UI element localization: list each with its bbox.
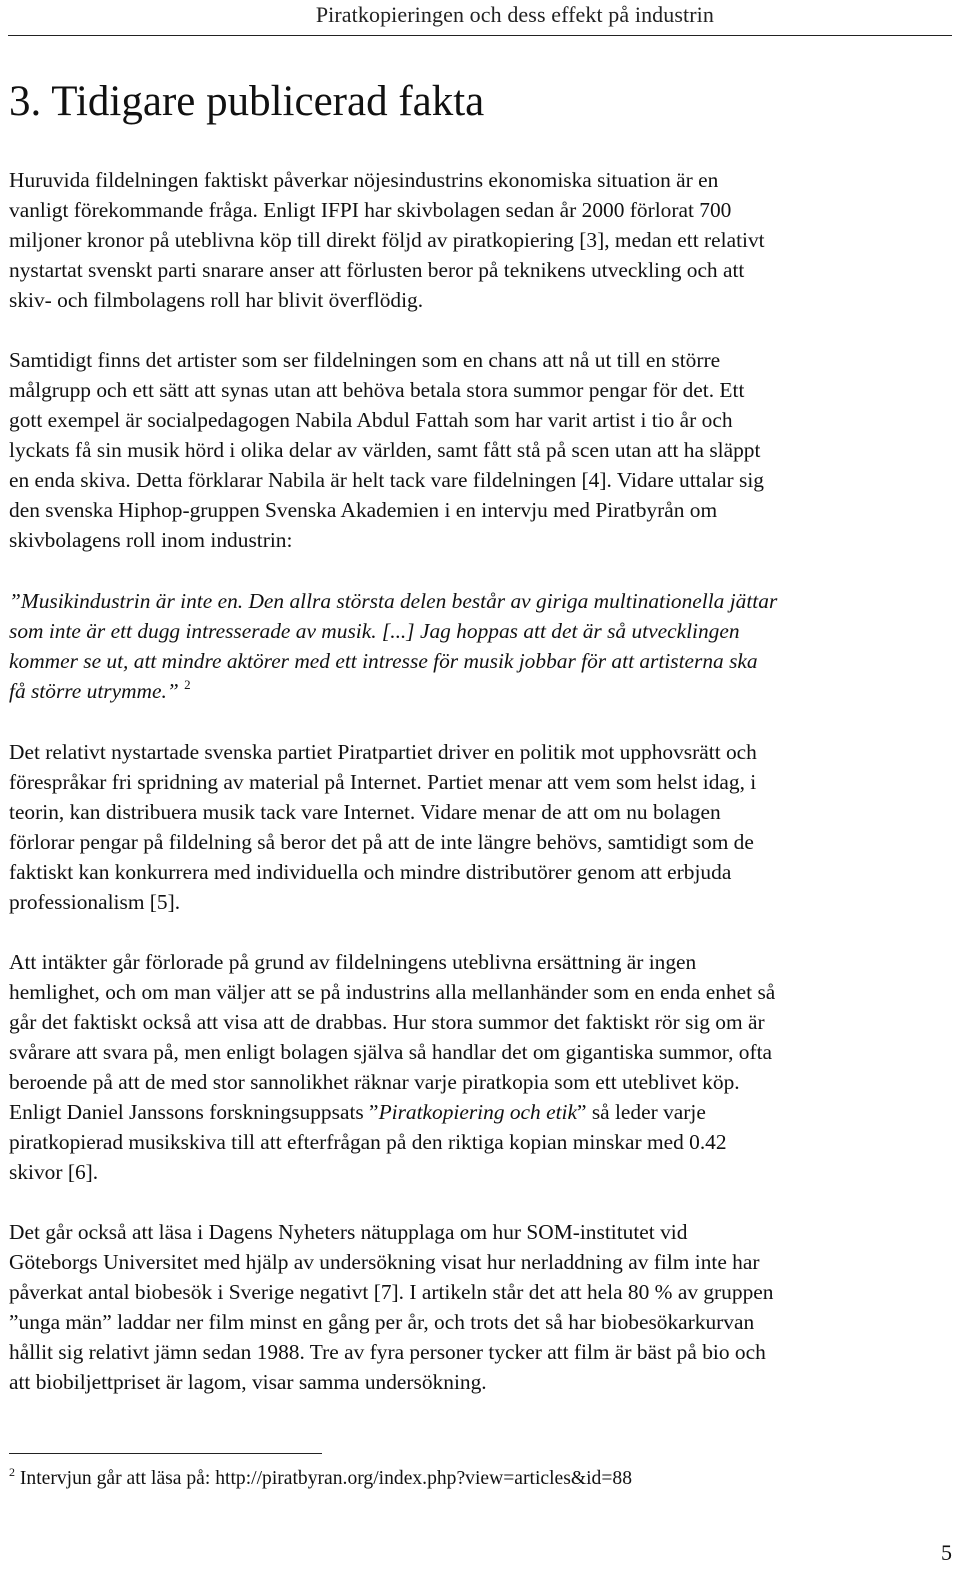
paragraph-line: en enda skiva. Detta förklarar Nabila är helt tack vare fildelningen [4]. Vidare uttalar sig	[9, 468, 764, 492]
paragraph-line: hemlighet, och om man väljer att se på industrins alla mellanhänder som en enda enhet så	[9, 980, 776, 1004]
paragraph-line: förlorar pengar på fildelning så beror det på att de inte längre behövs, samtidigt som de	[9, 830, 754, 854]
quote-line: ”Musikindustrin är inte en. Den allra största delen består av giriga multinationella jättar	[9, 589, 778, 613]
quote-line: som inte är ett dugg intresserade av musik. [...] Jag hoppas att det är så utvecklingen	[9, 619, 740, 643]
paragraph-line: faktiskt kan konkurrera med individuella och mindre distributörer genom att erbjuda	[9, 860, 732, 884]
paragraph-line: den svenska Hiphop-gruppen Svenska Akademien i en intervju med Piratbyrån om	[9, 498, 718, 522]
block-quote	[9, 586, 955, 706]
quote-line	[9, 676, 955, 706]
paragraph-line: vanligt förekommande fråga. Enligt IFPI har skivbolagen sedan år 2000 förlorat 700	[9, 198, 732, 222]
paragraph-2	[9, 345, 955, 555]
paragraph-line: att biobiljettpriset är lagom, visar samma undersökning.	[9, 1370, 487, 1394]
footnote-text: Intervjun går att läsa på: http://piratbyran.org/index.php?view=articles&id=88	[15, 1468, 633, 1489]
paragraph-line: hållit sig relativt jämn sedan 1988. Tre av fyra personer tycker att film är bäst på bio och	[9, 1340, 766, 1364]
quote-line-text: få större utrymme.”	[9, 679, 179, 703]
paragraph-line: piratkopierad musikskiva till att efterfrågan på den riktiga kopian minskar med 0.42	[9, 1130, 727, 1154]
footnote-number: 2	[9, 1465, 15, 1479]
paragraph-line: teorin, kan distribuera musik tack vare Internet. Vidare menar de att om nu bolagen	[9, 800, 721, 824]
paragraph-line: ”unga män” laddar ner film minst en gång per år, och trots det så har biobesökarkurvan	[9, 1310, 755, 1334]
quote-line: kommer se ut, att mindre aktörer med ett intresse för musik jobbar för att artisterna ska	[9, 649, 758, 673]
footnote-rule	[9, 1453, 322, 1454]
paragraph-line: beroende på att de med stor sannolikhet räknar varje piratkopia som ett uteblivet köp.	[9, 1070, 740, 1094]
paragraph-4	[9, 947, 955, 1187]
paragraph-line: lyckats få sin musik hörd i olika delar av världen, samt fått stå på scen utan att ha släppt	[9, 438, 761, 462]
paragraph-line: gott exempel är socialpedagogen Nabila Abdul Fattah som har varit artist i tio år och	[9, 408, 733, 432]
paragraph-line: går det faktiskt också att visa att de drabbas. Hur stora summor det faktiskt rör sig om är	[9, 1010, 765, 1034]
paragraph-line: svårare att svara på, men enligt bolagen själva så handlar det om gigantiska summor, ofta	[9, 1040, 773, 1064]
paragraph-line: Göteborgs Universitet med hjälp av undersökning visat hur nerladdning av film inte har	[9, 1250, 760, 1274]
footnote-reference: 2	[184, 677, 191, 692]
paragraph-line: skivor [6].	[9, 1160, 99, 1184]
paragraph-line: skiv- och filmbolagens roll har blivit överflödig.	[9, 288, 424, 312]
section-heading: 3. Tidigare publicerad fakta	[9, 78, 485, 125]
paragraph-5	[9, 1217, 955, 1397]
paragraph-line: Samtidigt finns det artister som ser fildelningen som en chans att nå ut till en större	[9, 348, 721, 372]
line-start: Enligt Daniel Janssons forskningsuppsats ”	[9, 1100, 379, 1124]
paragraph-line: Huruvida fildelningen faktiskt påverkar nöjesindustrins ekonomiska situation är en	[9, 168, 719, 192]
paragraph-3	[9, 737, 955, 917]
paragraph-line: målgrupp och ett sätt att synas utan att behöva betala stora summor pengar för det. Ett	[9, 378, 745, 402]
running-head: Piratkopieringen och dess effekt på industrin	[315, 2, 714, 27]
paragraph-line: påverkat antal biobesök i Sverige negativt [7]. I artikeln står det att hela 80 % av gruppen	[9, 1280, 774, 1304]
footnote	[9, 1466, 632, 1492]
paragraph-line: Det relativt nystartade svenska partiet Piratpartiet driver en politik mot upphovsrätt och	[9, 740, 757, 764]
header-rule	[8, 35, 952, 36]
line-end: ” så leder varje	[576, 1100, 706, 1124]
paragraph-line: förespråkar fri spridning av material på Internet. Partiet menar att vem som helst idag, i	[9, 770, 757, 794]
paragraph-line: Att intäkter går förlorade på grund av fildelningens uteblivna ersättning är ingen	[9, 950, 697, 974]
paragraph-line: Det går också att läsa i Dagens Nyheters nätupplaga om hur SOM-institutet vid	[9, 1220, 688, 1244]
paragraph-line: professionalism [5].	[9, 890, 181, 914]
cited-title: Piratkopiering och etik	[378, 1100, 577, 1124]
paragraph-line: miljoner kronor på uteblivna köp till direkt följd av piratkopiering [3], medan ett relativt	[9, 228, 765, 252]
paragraph-1	[9, 165, 955, 315]
paragraph-line: skivbolagens roll inom industrin:	[9, 528, 293, 552]
page-number: 5	[941, 1540, 952, 1565]
paragraph-line: nystartat svenskt parti snarare anser att förlusten beror på teknikens utveckling och att	[9, 258, 745, 282]
paragraph-line	[9, 1097, 955, 1127]
